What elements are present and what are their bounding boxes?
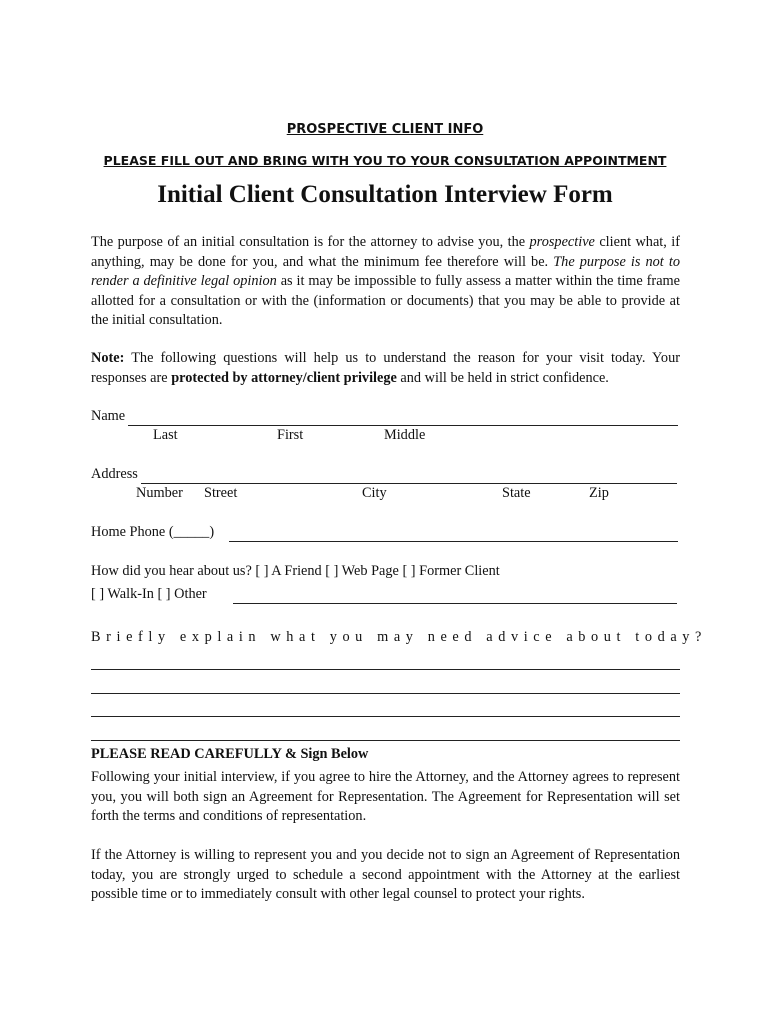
explain-line-3[interactable] [91,716,680,717]
explain-line-4[interactable] [91,740,680,741]
intro-italic-statement: The purpose is not to render a definitive legal opinion [91,253,680,289]
addr-state-label: State [502,485,531,501]
name-middle-label: Middle [384,427,426,443]
name-label: Name [91,408,126,424]
addr-number-label: Number [136,485,183,501]
note-text-2: and will be held in strict confidence. [396,369,609,386]
addr-zip-label: Zip [589,485,609,501]
intro-prospective: prospective [529,234,595,250]
name-first-label: First [277,427,304,443]
second-appointment-paragraph [91,846,680,905]
addr-city-label: City [362,485,387,501]
section-header: PROSPECTIVE CLIENT INFO [286,122,484,137]
explain-question: Briefly explain what you may need advice about today? [91,629,707,645]
form-title: Initial Client Consultation Interview Form [157,181,613,208]
read-carefully-heading: PLEASE READ CAREFULLY & Sign Below [91,746,369,762]
referral-options-line2[interactable]: [ ] Walk-In [ ] Other [91,586,207,602]
addr-street-label: Street [204,485,238,501]
referral-question[interactable]: How did you hear about us? [ ] A Friend [ ] Web Page [ ] Former Client [91,563,500,579]
intro-text-3: as it may be impossible to fully assess a matter within the time frame allotted for a consultation or with the (information or documents) that you may be able to provide at the initial consultation. [91,273,681,328]
intro-text-2: client what, if anything, may be done for you, and what the minimum fee therefore will be. [91,234,680,270]
address-label: Address [91,466,138,482]
note-paragraph [91,349,680,388]
explain-line-1[interactable] [91,669,680,670]
note-text-1: The following questions will help us to understand the reason for your visit today. Your responses are [91,350,680,386]
referral-other-field[interactable] [233,603,677,604]
name-field[interactable] [128,425,678,426]
second-appointment-text: If the Attorney is willing to represent you and you decide not to sign an Agreement of Representation today, you are strongly urged to schedule a second appointment with the Attorney at the earliest possible time or to immediately consult with other legal counsel to protect your rights. [91,847,680,902]
note-label: Note: [91,350,125,366]
representation-text: Following your initial interview, if you agree to hire the Attorney, and the Attorney agrees to represent you, you will both sign an Agreement for Representation. The Agreement for Representation will set forth the terms and conditions of representation. [91,769,680,824]
representation-paragraph [91,768,680,827]
explain-line-2[interactable] [91,693,680,694]
home-phone-label: Home Phone (_____) [91,524,215,540]
intro-paragraph [91,233,680,331]
note-bold-text: protected by attorney/client privilege [171,369,397,386]
name-last-label: Last [153,427,178,443]
instruction-header: PLEASE FILL OUT AND BRING WITH YOU TO YOUR CONSULTATION APPOINTMENT [103,153,667,168]
home-phone-field[interactable] [229,541,678,542]
address-field[interactable] [141,483,677,484]
intro-text-1: The purpose of an initial consultation is for the attorney to advise you, the [91,234,530,250]
